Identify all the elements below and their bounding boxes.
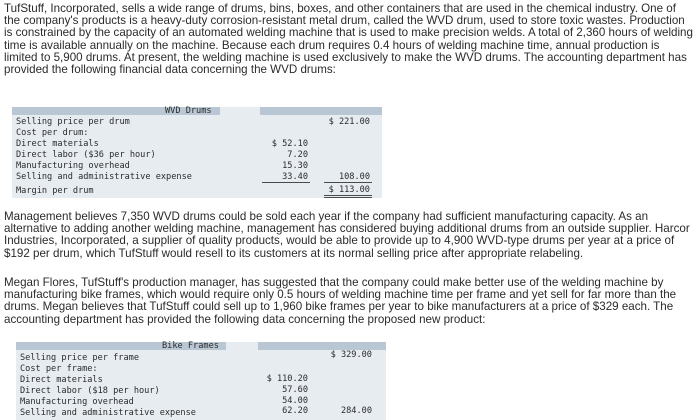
- para-outside-supplier: Management believes 7,350 WVD drums could be sold each year if the company had sufficient manufacturing capacity. As an alternative to adding another welding machine, management has considered buying additional drums from an outside supplier. Harcor Industries, Incorporated, a supplier of quality products, would be able to provide up to 4,900 WVD-type drums per year at a price of $192 per drum, which TufStuff would resell to its customers at its normal selling price after appropriate relabeling.: [4, 210, 690, 260]
- table1-row-margin: $ 113.00: [328, 185, 370, 195]
- table2-row-value: $ 329.00: [330, 350, 372, 360]
- table1-row-label: Direct labor ($36 per hour): [16, 150, 156, 160]
- table2-row-label: Selling price per frame: [20, 353, 139, 363]
- table1-row-cost: 7.20: [287, 150, 308, 160]
- table2-row-cost: $ 110.20: [266, 374, 308, 384]
- table2-row-cost: 54.00: [282, 396, 308, 406]
- table1-underline-costs: [262, 182, 310, 183]
- table1-row-label: Margin per drum: [16, 186, 94, 196]
- table2-row-cost: 62.20: [282, 406, 308, 416]
- intro-paragraph: TufStuff, Incorporated, sells a wide range of drums, bins, boxes, and other containers that are used in the chemical industry. One of the company's products is a heavy-duty corrosion-resistant metal drum, called the WVD drum, used to store toxic wastes. Production is constrained by the capacity of an automated welding machine that is used to make precision welds. A total of 2,360 hours of welding time is available annually on the machine. Because each drum requires 0.4 hours of welding machine time, annual production is limited to 5,900 drums. At present, the welding machine is used exclusively to make the WVD drums. The accounting department has provided the following financial data concerning the WVD drums:: [4, 2, 693, 77]
- table1-header: WVD Drums: [165, 106, 212, 116]
- table1-row-label: Cost per drum:: [16, 128, 89, 138]
- table1-row-cost: 15.30: [282, 161, 308, 171]
- table2-header-band-right: [258, 342, 386, 350]
- table2-row-label: Manufacturing overhead: [20, 397, 134, 407]
- table2-row-label: Selling and administrative expense: [20, 408, 196, 418]
- table1-row-subtotal: 108.00: [338, 172, 370, 182]
- table1-double-underline-top: [324, 195, 372, 196]
- table2-header: Bike Frames: [162, 341, 219, 351]
- para-bike-frames: Megan Flores, TufStuff's production manager, has suggested that the company could make better use of the welding machine by manufacturing bike frames, which would require only 0.5 hours of welding machine time per frame and yet sell for far more than the drums. Megan believes that TufStuff could sell up to 1,960 bike frames per year to bike manufacturers at a price of $329 each. The accounting department has provided the following data concerning the proposed new product:: [4, 276, 677, 326]
- table2-row-label: Cost per frame:: [20, 364, 98, 374]
- table1-row-value: $ 221.00: [328, 117, 370, 127]
- table2-row-label: Direct labor ($18 per hour): [20, 386, 160, 396]
- table2-row-cost: 57.60: [282, 385, 308, 395]
- table2-row-subtotal: 284.00: [340, 406, 372, 416]
- table2-row-label: Direct materials: [20, 375, 103, 385]
- table1-underline-subtotal: [324, 182, 372, 183]
- table1-row-label: Selling price per drum: [16, 117, 130, 127]
- table1-row-cost: $ 52.10: [271, 139, 308, 149]
- table1-row-label: Direct materials: [16, 139, 99, 149]
- table1-row-label: Manufacturing overhead: [16, 161, 130, 171]
- table1-row-label: Selling and administrative expense: [16, 172, 192, 182]
- table1-double-underline-bottom: [324, 197, 372, 198]
- table1-header-band-right: [260, 107, 382, 115]
- table1-row-cost: 33.40: [282, 172, 308, 182]
